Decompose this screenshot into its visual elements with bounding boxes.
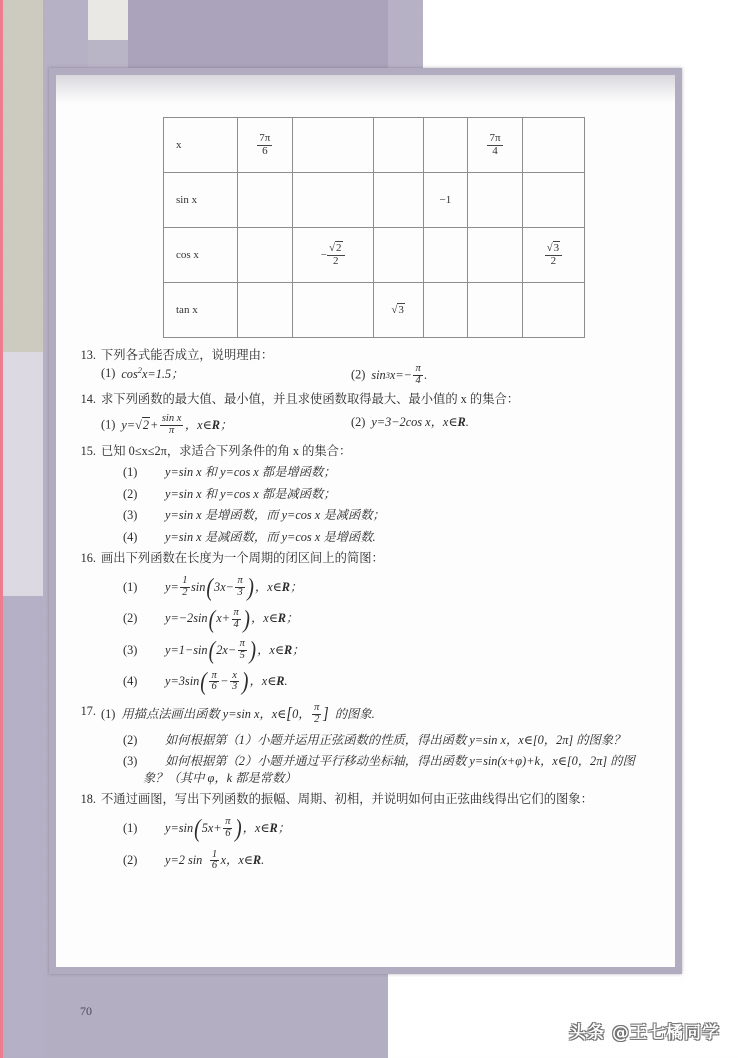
table-row-sin [164,173,585,228]
problem-number: 14. [80,391,96,406]
bracket-close: ] [322,704,329,723]
watermark: 头条 @王七橘同学 [569,1023,720,1043]
cell-x-6 [522,118,584,173]
trig-values-table [163,117,585,338]
cell-cos-1 [238,228,293,283]
expr-cos2x: $\cos^2x=1.5$； [121,365,184,381]
cell-tan-2 [292,283,373,338]
sub-number: (3) [123,753,138,768]
problem-stem: 不通过画图，写出下列函数的振幅、周期、初相，并说明如何由正弦曲线得出它们的图象： [101,791,593,806]
problem-14-subitems [101,414,661,436]
fraction-1-2: $\frac{1}{2}$ [182,575,188,599]
expr-16-2: y=−2sin ( x+ $\frac{\pi}{4}$ ) ，x∈ R ； [165,605,299,634]
expr-14-1: y= √2 + $\frac{\text{sin x}}{\pi}$ ，x∈ R ； [121,413,233,437]
sub-number: (1) [123,465,138,480]
sub-number: (1) [101,706,116,721]
fraction-numerator [545,243,563,256]
paren-close: ) [249,637,257,665]
fraction-numerator: 7π [259,131,271,144]
problem-16-sub-3 [101,637,661,665]
problem-number: 15. [80,443,96,458]
sub-number: (4) [123,529,138,544]
fraction-7pi-6 [257,133,272,157]
sub-number: (2) [123,486,138,501]
paren-close: ) [243,605,250,634]
textbook-page-sheet [56,75,675,967]
problem-stem: 求下列函数的最大值、最小值，并且求使函数取得最大、最小值的 x 的集合： [101,391,520,406]
fraction-numerator [327,243,345,256]
problem-number: 18. [80,791,96,806]
sqrt-icon: √2 [135,417,150,432]
paren-close: ) [247,574,254,602]
cell-sin-5 [468,173,523,228]
page-number: 70 [80,1004,92,1018]
cell-tan-6 [522,283,584,338]
expr-16-3: y=1−sin ( 2x− $\frac{\pi}{5}$ ) ，x∈ R ； [165,637,305,665]
cell-cos-6 [522,228,584,283]
cell-tan-5 [468,283,523,338]
cell-tan-4 [423,283,468,338]
problem-16 [70,550,661,696]
minus-sign: − [320,249,327,261]
cell-cos-2 [292,228,373,283]
problem-17-sub-3 [101,753,661,770]
problem-16-sub-4 [101,668,661,696]
sqrt-icon: √ 3 [547,243,561,255]
problem-13 [70,347,661,387]
sub-number: (3) [123,508,138,523]
cell-sin-2 [292,173,373,228]
expr-14-2: y=3−2cos x，x∈R. [371,415,469,430]
cell-sin-1 [238,173,293,228]
fraction-denominator: 6 [262,144,268,157]
fraction-7pi-4 [487,133,502,157]
fraction-pi-5: $\frac{\pi}{5}$ [239,638,245,661]
fraction-1-6: 1 6 [211,848,218,872]
sqrt-icon: √ 3 [391,304,405,316]
problem-stem: 已知 0≤x≤2π，求适合下列条件的角 x 的集合： [101,443,352,458]
fraction-denominator: 2 [332,254,339,267]
sub-number: (1) [123,820,138,835]
cell-sin-3 [373,173,423,228]
cell-tan-1 [238,283,293,338]
cell-tan-3 [373,283,423,338]
fraction-pi-6: π 6 [211,669,217,693]
cell-sin-6 [522,173,584,228]
table-row-tan [164,283,585,338]
sub-text: 如何根据第（2）小题并通过平行移动坐标轴，得出函数 y=sin(x+φ)+k，x∈[0，2π] 的图 [165,753,635,768]
fraction-numerator: 7π [489,131,501,144]
fraction-pi-6: $\frac{\pi}{6}$ [225,816,231,839]
fraction-pi-4: $\frac{\pi}{4}$ [415,363,421,387]
problem-stem: 下列各式能否成立，说明理由： [101,348,274,362]
trig-table-container [163,117,585,338]
sub-number: (2) [123,733,138,748]
paren-open: ( [206,574,214,602]
sub-number: (2) [123,611,138,626]
paren-close: ) [234,815,242,843]
fraction-denominator: 4 [492,144,498,157]
problem-18-sub-2 [101,850,661,872]
cell-cos-4 [423,228,468,283]
sub-text: y=sin x 是增函数，而 y=cos x 是减函数； [165,508,385,523]
paren-close: ) [241,668,249,696]
table-row-x [164,118,585,173]
expr-16-1: y= $\frac{1}{2}$ sin ( 3x− $\frac{\pi}{3}$ ) ，x∈ R ； [165,574,303,602]
problem-stem: 画出下列函数在长度为一个周期的闭区间上的简图： [101,550,384,565]
problem-number: 16. [80,550,96,565]
problem-number: 13. [80,348,96,362]
problem-17-sub-1 [101,703,375,725]
sub-text: y=sin x 和 y=cos x 都是增函数； [165,465,336,480]
cell-cos-5 [468,228,523,283]
expr-17-1: 用描点法画出函数 y=sin x，x∈ [ 0， π 2 ] 的图象. [121,702,375,725]
fraction-denominator: 2 [550,254,557,267]
problem-15-sub-2 [101,486,661,503]
sub-number: (3) [123,642,138,657]
fraction-pi-4: $\frac{\pi}{4}$ [233,606,239,630]
fraction-sqrt2-2 [327,243,345,267]
fraction-x-3: $\frac{x}{3}$ [232,669,238,693]
cell-x-2 [292,118,373,173]
problem-18-sub-1 [101,815,661,843]
problem-16-sub-1 [101,574,661,602]
fraction-sinx-pi: $\frac{\text{sin x}}{\pi}$ [161,413,182,437]
problem-17-sub-2 [101,732,661,749]
fraction-pi-2: π 2 [314,702,320,725]
sqrt-icon: √ 2 [329,243,343,255]
paren-open: ( [208,605,216,634]
problem-list [70,347,661,874]
row-label-cos: cos x [164,228,238,283]
problem-17-sub-3-cont [101,770,661,787]
sub-text-continued: 象？（其中 φ，k 都是常数） [143,771,297,786]
problem-number: 17. [80,704,96,719]
sub-number: (2) [351,415,366,430]
sub-text: y=sin x 和 y=cos x 都是减函数； [165,486,336,501]
row-label-x: x [164,118,238,173]
table-row-cos [164,228,585,283]
cell-x-5 [468,118,523,173]
cell-x-3 [373,118,423,173]
row-label-tan: tan x [164,283,238,338]
textbook-page-frame [49,68,682,974]
problem-13-subitems [101,364,661,386]
row-label-sin: sin x [164,173,238,228]
problem-15-sub-3 [101,507,661,524]
sub-number: (2) [123,853,138,868]
sub-text: y=sin x 是减函数，而 y=cos x 是增函数. [165,529,376,544]
fraction-sqrt3-2 [545,243,563,267]
problem-14 [70,391,661,437]
sub-number: (4) [123,674,138,689]
fraction-pi-3: $\frac{\pi}{3}$ [237,575,243,599]
problem-17 [70,703,661,788]
expr-sin3x: sin 3 x=− $\frac{\pi}{4}$ . [371,363,428,387]
bracket-open: [ [286,704,293,723]
expr-18-1: y=sin ( 5x+ $\frac{\pi}{6}$ ) ，x∈ R ； [165,815,290,843]
cell-cos-3 [373,228,423,283]
expr-18-2: y=2 sin 1 6 x，x∈ R . [165,848,265,872]
paren-open: ( [208,637,216,665]
paren-open: ( [194,815,201,843]
cell-sin-4: −1 [423,173,468,228]
problem-15-sub-4 [101,529,661,546]
sub-number: (1) [101,417,116,432]
page-content [56,75,675,967]
problem-16-sub-2 [101,605,661,634]
sub-number: (2) [351,367,366,382]
sub-number: (1) [101,366,116,381]
cell-x-1 [238,118,293,173]
paren-open: ( [200,668,207,696]
sub-number: (1) [123,579,138,594]
problem-15-sub-1 [101,464,661,481]
problem-15 [70,443,661,546]
problem-18 [70,791,661,872]
sub-text: 如何根据第（1）小题并运用正弦函数的性质，得出函数 y=sin x，x∈[0，2π] 的图象？ [165,733,626,748]
cell-x-4 [423,118,468,173]
expr-16-4: y=3sin ( π 6 − $\frac{x}{3}$ ) ，x∈ R . [165,668,288,696]
